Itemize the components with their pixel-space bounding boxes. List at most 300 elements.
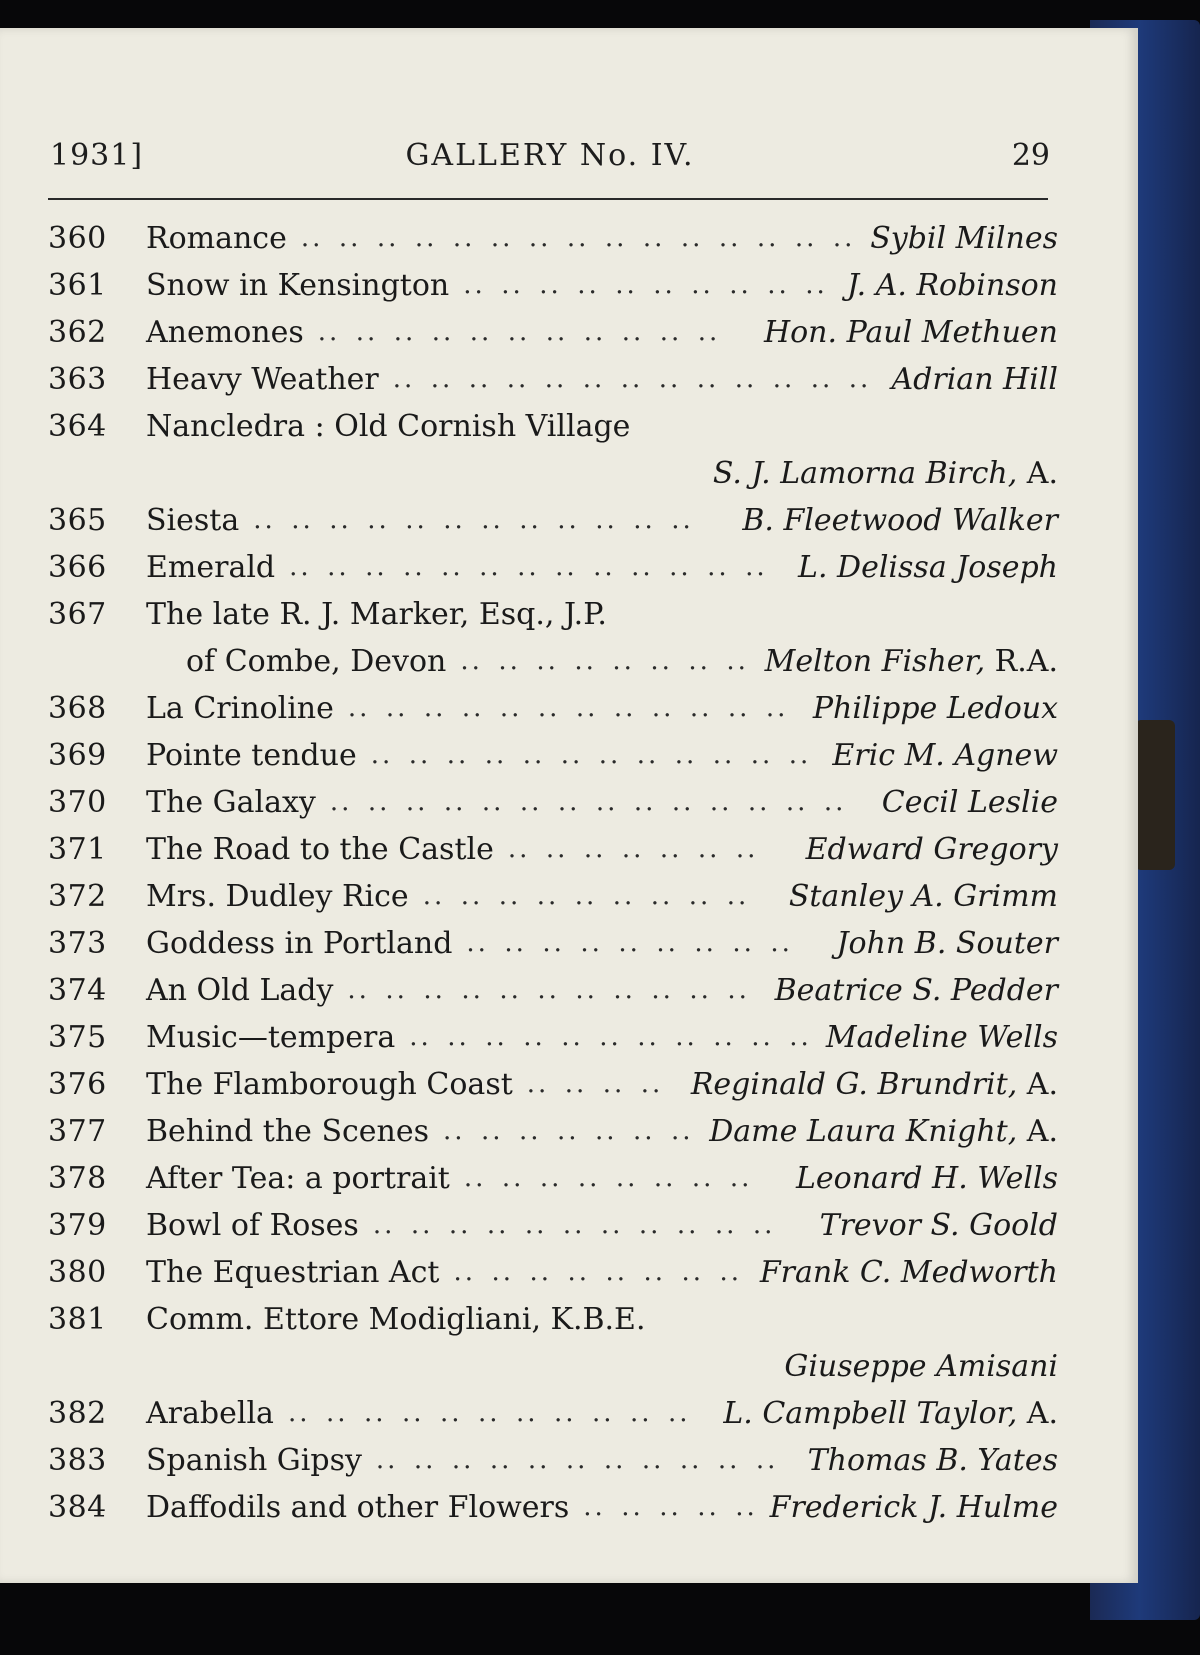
leader-dots: ..	[618, 928, 641, 958]
leader-dots: ..	[680, 223, 704, 253]
entry-number: 373	[48, 926, 107, 961]
leader-dots: ..	[697, 834, 721, 864]
leader-dots: ..	[481, 505, 504, 535]
entry-artist: L. Campbell Taylor, A.	[723, 1396, 1058, 1431]
catalogue-entry	[48, 967, 1058, 1014]
leader-dots: ..	[347, 693, 371, 723]
leader-dots: ..	[656, 928, 679, 958]
leader-dots: ..	[605, 1257, 628, 1287]
leader-dots: ..	[638, 1210, 662, 1240]
leader-dots: ..	[767, 270, 790, 300]
leader-dots: ..	[481, 1116, 504, 1146]
leader-dots: ..	[650, 881, 674, 911]
leader-dots: ..	[595, 1116, 618, 1146]
catalogue-entry	[48, 497, 1058, 544]
leader-dots: ..	[463, 270, 486, 300]
leader-dots: ..	[641, 1445, 665, 1475]
entry-title: Nancledra : Old Cornish Village	[146, 409, 631, 444]
entry-title-continued: of Combe, Devon	[186, 644, 447, 679]
entry-title: After Tea: a portrait	[146, 1161, 450, 1196]
leader-dots: ..	[719, 1257, 742, 1287]
leader-dots: ..	[674, 740, 698, 770]
catalogue-entry	[48, 826, 1058, 873]
running-header	[50, 138, 1050, 182]
entry-line	[48, 544, 1058, 591]
entry-artist: Trevor S. Goold	[819, 1208, 1058, 1243]
leader-dots: ..	[485, 1022, 508, 1052]
leader-dots: ..	[523, 1022, 546, 1052]
entry-line	[48, 1061, 1058, 1108]
leader-dots: ..	[765, 693, 789, 723]
leader-dots: ..	[696, 364, 720, 394]
leader-dots: ..	[756, 223, 780, 253]
leader-dots: ..	[542, 928, 565, 958]
artist-suffix: A.	[1017, 1396, 1058, 1431]
leader-dots: ..	[423, 693, 447, 723]
entry-line	[48, 215, 1058, 262]
entry-number: 377	[48, 1114, 107, 1149]
entry-artist: Adrian Hill	[891, 362, 1058, 397]
leader-dots: ..	[671, 787, 695, 817]
leader-dots: ..	[376, 223, 400, 253]
entry-title: Emerald	[146, 550, 276, 585]
catalogue-entry	[48, 544, 1058, 591]
leader-dots: ..	[681, 1257, 704, 1287]
entry-number: 363	[48, 362, 107, 397]
leader-dots: ..	[752, 1210, 776, 1240]
leader-dots: ..	[805, 270, 828, 300]
leader-dots: ..	[621, 317, 645, 347]
leader-dots: ..	[367, 787, 391, 817]
entry-line	[48, 1296, 1058, 1343]
entry-artist: Giuseppe Amisani	[784, 1349, 1058, 1384]
entry-number: 382	[48, 1396, 107, 1431]
leader-dots: ..	[536, 646, 559, 676]
entry-line	[48, 967, 1058, 1014]
leader-dots: ..	[469, 317, 493, 347]
entry-artist: Eric M. Agnew	[832, 738, 1058, 773]
leader-dots: ..	[460, 646, 483, 676]
entry-artist: Cecil Leslie	[881, 785, 1058, 820]
artist-suffix: R.A.	[985, 644, 1058, 679]
catalogue-entry	[48, 1108, 1058, 1155]
leader-dots: ..	[653, 270, 676, 300]
leader-dots: ..	[727, 975, 750, 1005]
leader-dots: ..	[794, 223, 818, 253]
entry-number: 371	[48, 832, 107, 867]
leader-dots: ..	[729, 1163, 753, 1193]
leader-dots: ..	[519, 505, 542, 535]
entry-title: Anemones	[146, 315, 304, 350]
leader-dots: ..	[481, 787, 505, 817]
leader-dots: ..	[423, 975, 446, 1005]
leader-dots: ..	[536, 881, 560, 911]
leader-dots: ..	[498, 881, 522, 911]
leader-dots: ..	[755, 1445, 779, 1475]
catalogue-entry	[48, 1155, 1058, 1202]
leader-dots: ..	[688, 646, 711, 676]
leader-dots: ..	[659, 834, 683, 864]
entry-title: Mrs. Dudley Rice	[146, 879, 409, 914]
leader-dots: ..	[575, 975, 598, 1005]
leader-dots: ..	[501, 1163, 525, 1193]
entry-title: The Equestrian Act	[146, 1255, 440, 1290]
entry-number: 380	[48, 1255, 107, 1290]
leader-dots: ..	[537, 693, 561, 723]
entry-number: 365	[48, 503, 107, 538]
leader-dots: ..	[694, 928, 717, 958]
leader-dots: ..	[392, 364, 416, 394]
leader-dots: ..	[726, 646, 749, 676]
entry-artist: Dame Laura Knight, A.	[709, 1114, 1058, 1149]
leader-dots: ..	[499, 975, 522, 1005]
leader-dots: ..	[545, 317, 569, 347]
leader-dots: ..	[370, 740, 394, 770]
leader-dots: ..	[750, 740, 774, 770]
catalogue-entry	[48, 262, 1058, 309]
entry-artist: Sybil Milnes	[870, 221, 1058, 256]
entry-number: 379	[48, 1208, 107, 1243]
leader-dots: ..	[355, 317, 379, 347]
entry-title: Snow in Kensington	[146, 268, 450, 303]
leader-dots: ..	[726, 881, 750, 911]
catalogue-entry	[48, 1249, 1058, 1296]
leader-dots: ..	[577, 1163, 601, 1193]
leader-dots: ..	[615, 1163, 639, 1193]
leader-dots: ..	[577, 270, 600, 300]
leader-dots: ..	[446, 740, 470, 770]
leader-dots: ..	[789, 1022, 812, 1052]
leader-dots: ..	[707, 552, 730, 582]
leader-dots: ..	[691, 270, 714, 300]
catalogue-entry	[48, 215, 1058, 262]
leader-dots: ..	[595, 505, 618, 535]
leader-dots: ..	[486, 1210, 510, 1240]
leader-dots: ..	[717, 1445, 741, 1475]
leader-dots: ..	[287, 1398, 311, 1428]
leader-dots: ..	[667, 1398, 691, 1428]
leader-dots: ..	[484, 740, 508, 770]
leader-dots: ..	[385, 975, 408, 1005]
entry-line	[48, 685, 1058, 732]
entry-title: Siesta	[146, 503, 240, 538]
entry-artist: Edward Gregory	[805, 832, 1058, 867]
leader-dots: ..	[430, 364, 454, 394]
leader-dots: ..	[347, 975, 370, 1005]
entry-title: Pointe tendue	[146, 738, 357, 773]
leader-dots: ..	[603, 1445, 627, 1475]
entry-number: 378	[48, 1161, 107, 1196]
entry-number: 369	[48, 738, 107, 773]
entry-title: Behind the Scenes	[146, 1114, 430, 1149]
entry-title: Romance	[146, 221, 287, 256]
leader-dots: ..	[598, 740, 622, 770]
catalogue-entry	[48, 1061, 1058, 1108]
leader-dots: ..	[613, 693, 637, 723]
catalogue-entry	[48, 1296, 1058, 1390]
leader-dots: ..	[612, 646, 635, 676]
leader-dots: ..	[452, 223, 476, 253]
leader-dots: ..	[479, 552, 502, 582]
leader-dots: ..	[489, 1445, 513, 1475]
entry-artist: John B. Souter	[836, 926, 1058, 961]
leader-dots: ..	[810, 364, 834, 394]
leader-dots: ..	[451, 1445, 475, 1475]
entry-title: Bowl of Roses	[146, 1208, 359, 1243]
leader-dots: ..	[714, 1210, 738, 1240]
leader-dots: ..	[537, 975, 560, 1005]
leader-dots: ..	[408, 740, 432, 770]
leader-dots: ..	[526, 1069, 550, 1099]
leader-dots: ..	[631, 552, 654, 582]
leader-dots: ..	[539, 1163, 563, 1193]
leader-dots: ..	[671, 505, 694, 535]
leader-dots: ..	[734, 364, 758, 394]
entry-line	[48, 497, 1058, 544]
entry-number: 383	[48, 1443, 107, 1478]
catalogue-entry	[48, 732, 1058, 779]
catalogue-entry	[48, 1484, 1058, 1531]
entry-line	[48, 1155, 1058, 1202]
page-number: 29	[1011, 138, 1050, 173]
entry-number: 364	[48, 409, 107, 444]
entry-artist: Reginald G. Brundrit, A.	[690, 1067, 1058, 1102]
entry-artist: B. Fleetwood Walker	[742, 503, 1058, 538]
leader-dots: ..	[329, 505, 352, 535]
leader-dots: ..	[712, 740, 736, 770]
leader-dots: ..	[621, 834, 645, 864]
leader-dots: ..	[595, 787, 619, 817]
leader-dots: ..	[732, 928, 755, 958]
leader-dots: ..	[751, 1022, 774, 1052]
leader-dots: ..	[477, 1398, 501, 1428]
leader-dots: ..	[491, 1257, 514, 1287]
entry-artist: Madeline Wells	[825, 1020, 1058, 1055]
leader-dots: ..	[507, 834, 531, 864]
leader-dots: ..	[317, 317, 341, 347]
leader-dots: ..	[602, 1069, 626, 1099]
leader-dots: ..	[583, 1492, 606, 1522]
leader-dots: ..	[600, 1210, 624, 1240]
leader-dots: ..	[697, 317, 721, 347]
leader-dots: ..	[403, 552, 426, 582]
header-year: 1931]	[50, 138, 144, 173]
artist-suffix: A.	[1017, 1114, 1058, 1149]
entry-number: 374	[48, 973, 107, 1008]
leader-dots: ..	[372, 1210, 396, 1240]
leader-dots: ..	[582, 364, 606, 394]
page-title: GALLERY No. IV.	[405, 138, 695, 173]
entry-number: 362	[48, 315, 107, 350]
leader-dots: ..	[564, 1069, 588, 1099]
leader-dots: ..	[300, 223, 324, 253]
leader-dots: ..	[443, 787, 467, 817]
leader-dots: ..	[709, 787, 733, 817]
leader-dots: ..	[633, 1116, 656, 1146]
leader-dots: ..	[490, 223, 514, 253]
entry-line	[48, 638, 1058, 685]
leader-dots: ..	[519, 1116, 542, 1146]
catalogue-entry	[48, 685, 1058, 732]
leader-dots: ..	[770, 928, 793, 958]
leader-dots: ..	[593, 552, 616, 582]
leader-dots: ..	[566, 223, 590, 253]
entry-number: 372	[48, 879, 107, 914]
leader-dots: ..	[640, 1069, 664, 1099]
catalogue-entry	[48, 356, 1058, 403]
leader-dots: ..	[567, 1257, 590, 1287]
leader-dots: ..	[688, 881, 712, 911]
entry-line	[48, 1437, 1058, 1484]
leader-dots: ..	[832, 223, 856, 253]
entry-line	[48, 873, 1058, 920]
leader-dots: ..	[676, 1210, 700, 1240]
leader-dots: ..	[528, 223, 552, 253]
leader-dots: ..	[653, 1163, 677, 1193]
leader-dots: ..	[539, 270, 562, 300]
leader-dots: ..	[367, 505, 390, 535]
entry-number: 376	[48, 1067, 107, 1102]
leader-dots: ..	[727, 693, 751, 723]
leader-dots: ..	[583, 834, 607, 864]
entry-title: The Flamborough Coast	[146, 1067, 513, 1102]
leader-dots: ..	[443, 1116, 466, 1146]
leader-dots: ..	[422, 881, 446, 911]
leader-dots: ..	[629, 1398, 653, 1428]
entry-number: 360	[48, 221, 107, 256]
entry-line	[48, 1343, 1058, 1390]
entry-artist: Melton Fisher, R.A.	[764, 644, 1058, 679]
leader-dots: ..	[461, 975, 484, 1005]
leader-dots: ..	[557, 1116, 580, 1146]
leader-dots: ..	[599, 1022, 622, 1052]
leader-dots: ..	[747, 787, 771, 817]
leader-dots: ..	[405, 505, 428, 535]
leader-dots: ..	[507, 317, 531, 347]
leader-dots: ..	[637, 1022, 660, 1052]
catalogue-entry	[48, 591, 1058, 685]
leader-dots: ..	[519, 787, 543, 817]
leader-dots: ..	[413, 1445, 437, 1475]
entry-artist: Leonard H. Wells	[796, 1161, 1058, 1196]
entry-title: La Crinoline	[146, 691, 334, 726]
leader-dots: ..	[501, 270, 524, 300]
leader-dots: ..	[431, 317, 455, 347]
catalogue-entry	[48, 920, 1058, 967]
leader-dots: ..	[636, 740, 660, 770]
leader-dots: ..	[443, 505, 466, 535]
leader-dots: ..	[575, 693, 599, 723]
leader-dots: ..	[498, 646, 521, 676]
entry-line	[48, 262, 1058, 309]
leader-dots: ..	[499, 693, 523, 723]
leader-dots: ..	[659, 1492, 682, 1522]
entry-line	[48, 1390, 1058, 1437]
entry-artist: Stanley A. Grimm	[788, 879, 1058, 914]
leader-dots: ..	[289, 552, 312, 582]
leader-dots: ..	[401, 1398, 425, 1428]
leader-dots: ..	[544, 364, 568, 394]
leader-dots: ..	[468, 364, 492, 394]
leader-dots: ..	[466, 928, 489, 958]
leader-dots: ..	[504, 928, 527, 958]
leader-dots: ..	[365, 552, 388, 582]
entry-line	[48, 309, 1058, 356]
leader-dots: ..	[565, 1445, 589, 1475]
entry-number: 367	[48, 597, 107, 632]
entry-artist: Thomas B. Yates	[807, 1443, 1058, 1478]
entry-number: 361	[48, 268, 107, 303]
catalogue-entry	[48, 1014, 1058, 1061]
leader-dots: ..	[583, 317, 607, 347]
leader-dots: ..	[691, 1163, 715, 1193]
catalogue-entry	[48, 1437, 1058, 1484]
leader-dots: ..	[529, 1257, 552, 1287]
entry-title: Daffodils and other Flowers	[146, 1490, 570, 1525]
entry-artist: Frederick J. Hulme	[769, 1490, 1058, 1525]
entry-line	[48, 1249, 1058, 1296]
leader-dots: ..	[405, 787, 429, 817]
leader-dots: ..	[561, 1022, 584, 1052]
leader-dots: ..	[788, 740, 812, 770]
leader-dots: ..	[633, 787, 657, 817]
catalogue-entry	[48, 309, 1058, 356]
leader-dots: ..	[545, 834, 569, 864]
artist-suffix: A.	[1017, 1067, 1058, 1102]
leader-dots: ..	[441, 552, 464, 582]
leader-dots: ..	[643, 1257, 666, 1287]
leader-dots: ..	[604, 223, 628, 253]
leader-dots: ..	[689, 975, 712, 1005]
entry-line	[48, 732, 1058, 779]
leader-dots: ..	[615, 270, 638, 300]
leader-dots: ..	[697, 1492, 720, 1522]
catalogue-entry	[48, 403, 1058, 497]
leader-dots: ..	[553, 1398, 577, 1428]
leader-dots: ..	[560, 740, 584, 770]
entry-number: 370	[48, 785, 107, 820]
leader-dots: ..	[385, 693, 409, 723]
leader-dots: ..	[671, 1116, 694, 1146]
entry-line	[48, 450, 1058, 497]
leader-dots: ..	[633, 505, 656, 535]
leader-dots: ..	[729, 270, 752, 300]
catalogue-entry	[48, 1390, 1058, 1437]
entry-line	[48, 1108, 1058, 1155]
entry-line	[48, 826, 1058, 873]
leader-dots: ..	[409, 1022, 432, 1052]
entry-artist: Philippe Ledoux	[812, 691, 1058, 726]
entry-artist: Hon. Paul Methuen	[763, 315, 1058, 350]
leader-dots: ..	[642, 223, 666, 253]
leader-dots: ..	[448, 1210, 472, 1240]
leader-dots: ..	[659, 317, 683, 347]
entry-line	[48, 403, 1058, 450]
entry-line	[48, 1202, 1058, 1249]
artist-suffix: A.	[1017, 456, 1058, 491]
entry-title: The late R. J. Marker, Esq., J.P.	[146, 597, 607, 632]
entry-title: Arabella	[146, 1396, 274, 1431]
leader-dots: ..	[447, 1022, 470, 1052]
leader-dots: ..	[460, 881, 484, 911]
leader-dots: ..	[574, 646, 597, 676]
leader-dots: ..	[735, 1492, 758, 1522]
entry-title: Spanish Gipsy	[146, 1443, 362, 1478]
leader-dots: ..	[658, 364, 682, 394]
leader-dots: ..	[522, 740, 546, 770]
entry-number: 366	[48, 550, 107, 585]
leader-dots: ..	[848, 364, 872, 394]
